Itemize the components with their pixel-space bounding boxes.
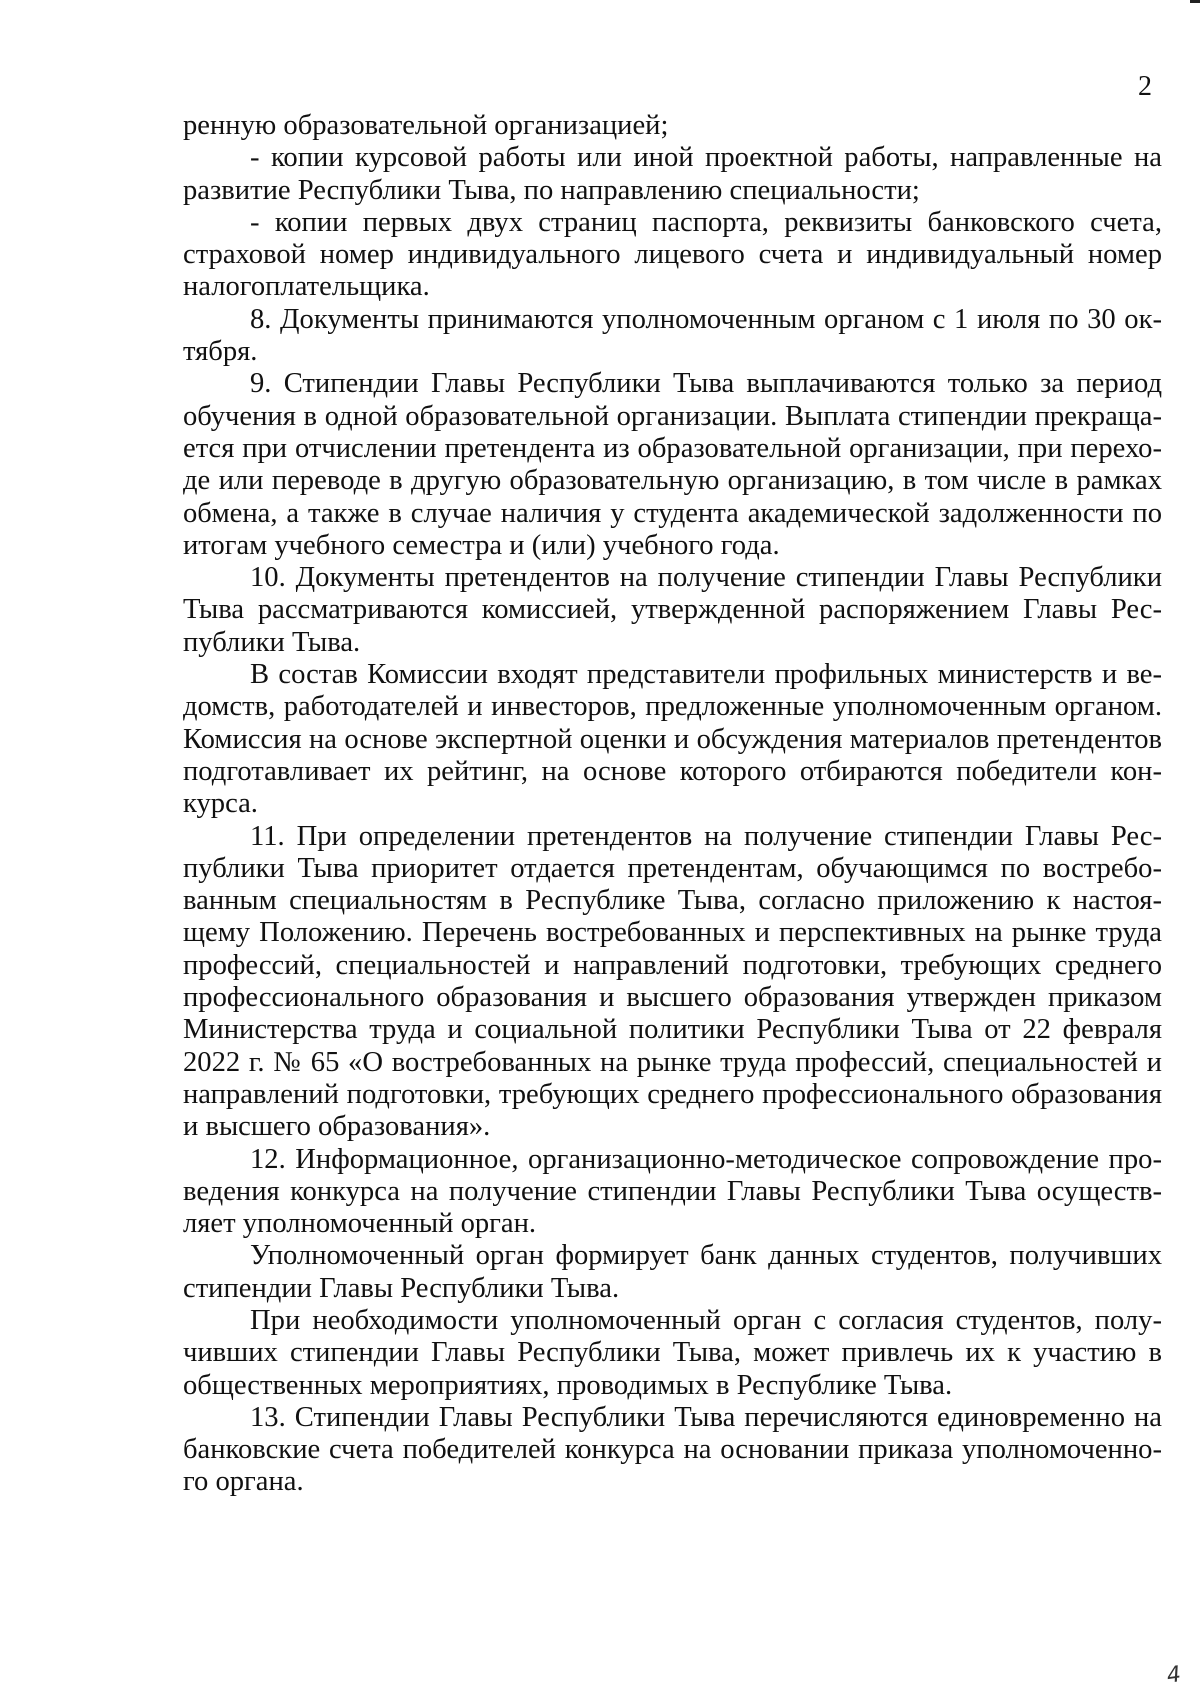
paragraph-item-8: 8. Документы принимаются уполномоченным органом с 1 июля по 30 октября. — [183, 303, 1162, 368]
paragraph-item-13: 13. Стипендии Главы Республики Тыва перечисляются единовременно на банковские счета победителей конкурса на основании приказа уполномоченного органа. — [183, 1401, 1162, 1498]
handwritten-mark: 4 — [1165, 1662, 1183, 1689]
paragraph-public-events: При необходимости уполномоченный орган с согласия студентов, получивших стипендии Главы Республики Тыва, может привлечь их к участию в общественных мероприятиях, проводимых в Республике Тыва. — [183, 1304, 1162, 1401]
paragraph-passport-copies: - копии первых двух страниц паспорта, реквизиты банковского счета, страховой номер индивидуального лицевого счета и индивидуальный номер налогоплательщика. — [183, 206, 1162, 303]
paragraph-commission-composition: В состав Комиссии входят представители профильных министерств и ведомств, работодателей и инвесторов, предложенные уполномоченным органом. Комиссия на основе экспертной оценки и обсуждения материалов претендентов подготавливает их рейтинг, на основе которого отбираются победители конкурса. — [183, 659, 1162, 820]
page-number: 2 — [1138, 71, 1152, 102]
document-body — [183, 110, 1162, 1499]
paragraph-continuation: ренную образовательной организацией; — [183, 110, 669, 141]
paragraph-coursework-copies: - копии курсовой работы или иной проектной работы, направленные на развитие Республики Тыва, по направлению специальности; — [183, 142, 1162, 206]
paragraph-item-11: 11. При определении претендентов на получение стипендии Главы Республики Тыва приоритет отдается претендентам, обучающимся по востребованным специальностям в Республике Тыва, согласно приложению к настоящему Положению. Перечень востребованных и перспективных на рынке труда профессий, специальностей и направлений подготовки, требующих среднего профессионального образования и высшего образования утвержден приказом Министерства труда и социальной политики Республики Тыва от 22 февраля 2022 г. № 65 «О востребованных на рынке труда профессий, специальностей и направлений подготовки, требующих среднего профессионального образования и высшего образования». — [183, 820, 1162, 1143]
paragraph-item-12: 12. Информационное, организационно-методическое сопровождение проведения конкурса на получение стипендии Главы Республики Тыва осуществляет уполномоченный орган. — [183, 1143, 1162, 1240]
paragraph-item-9: 9. Стипендии Главы Республики Тыва выплачиваются только за период обучения в одной образовательной организации. Выплата стипендии прекращается при отчислении претендента из образовательной организации, при переходе или переводе в другую образовательную организацию, в том числе в рамках обмена, а также в случае наличия у студента академической задолженности по итогам учебного семестра и (или) учебного года. — [183, 368, 1162, 561]
paragraph-item-10: 10. Документы претендентов на получение стипендии Главы Республики Тыва рассматриваются комиссией, утвержденной распоряжением Главы Республики Тыва. — [183, 562, 1162, 658]
scan-corner-mark — [1190, 0, 1200, 3]
paragraph-data-bank: Уполномоченный орган формирует банк данных студентов, получивших стипендии Главы Республики Тыва. — [183, 1240, 1162, 1304]
